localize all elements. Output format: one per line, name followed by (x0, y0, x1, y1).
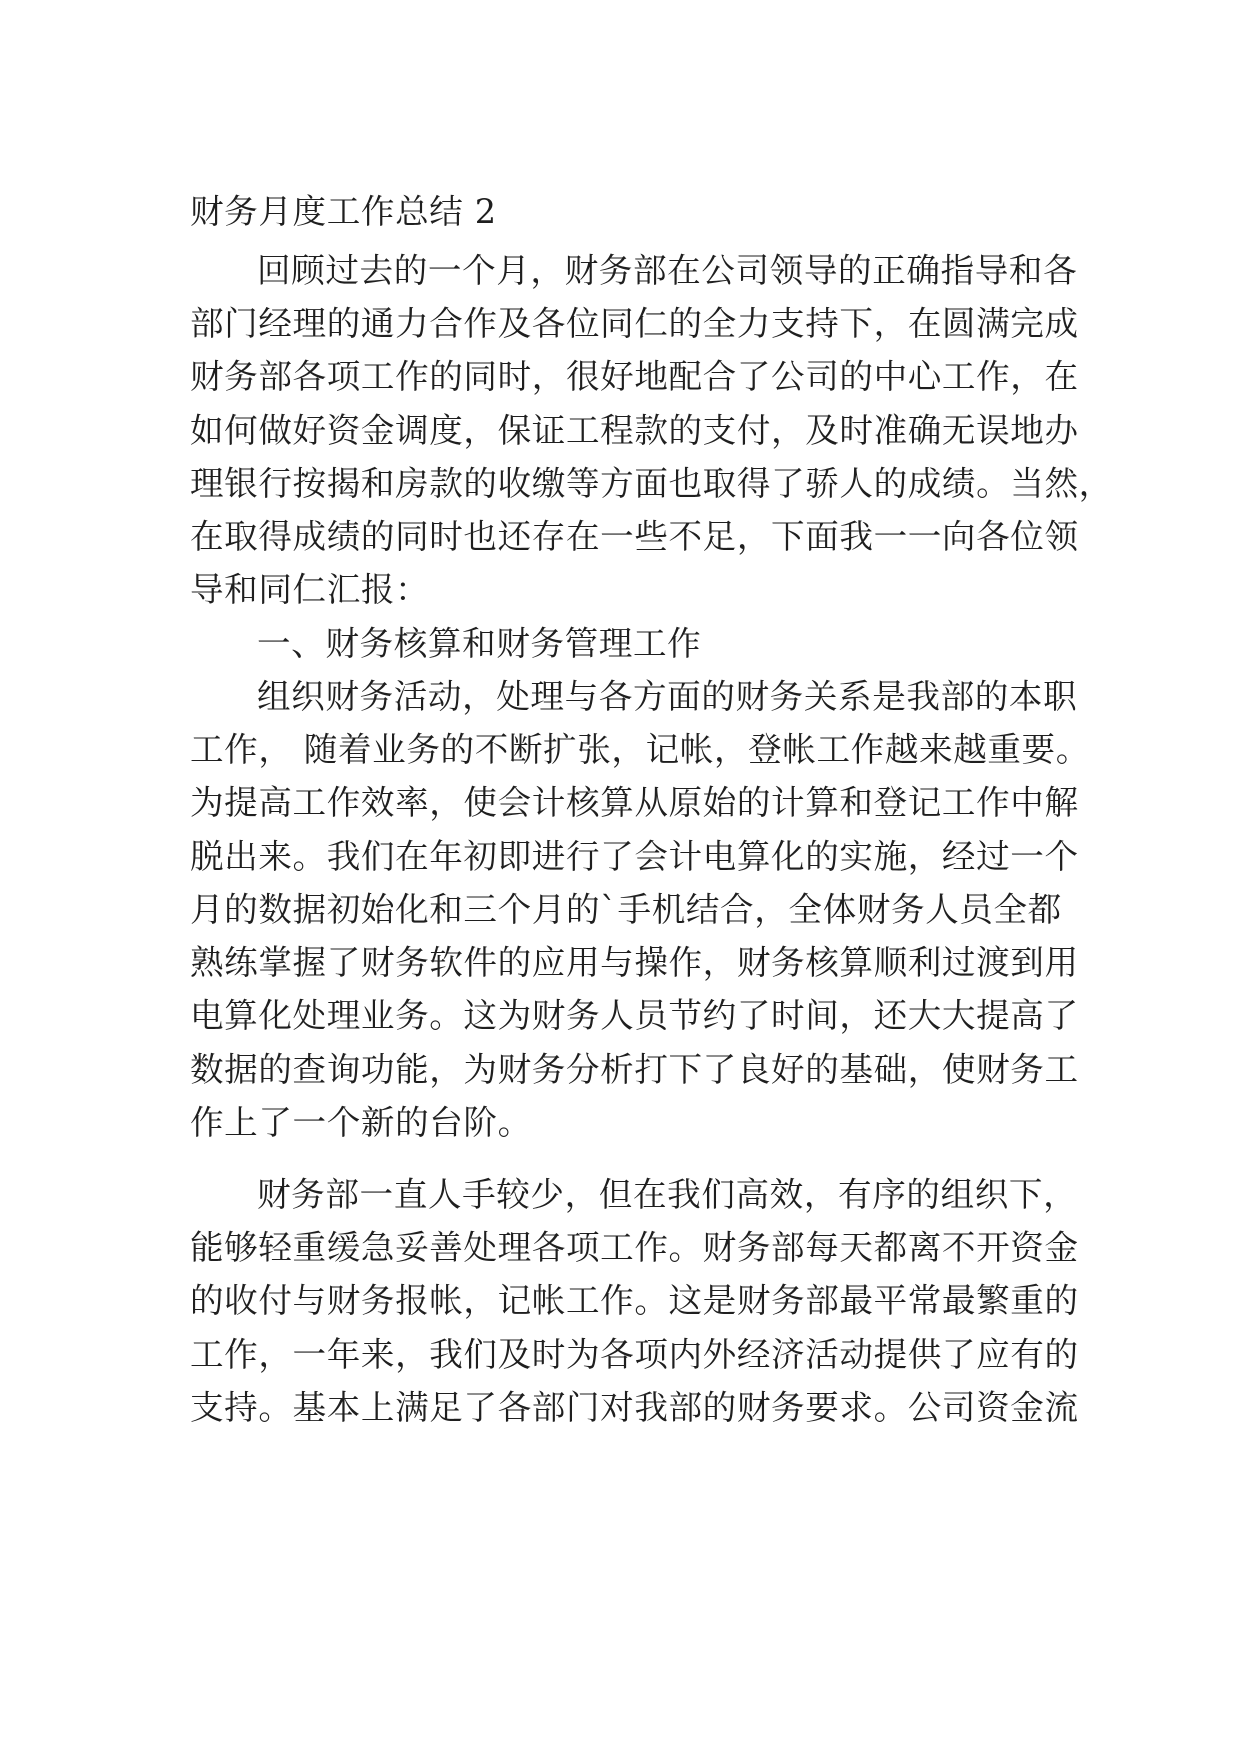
paragraph-line: 能够轻重缓急妥善处理各项工作。财务部每天都离不开资金 (190, 1228, 1079, 1267)
paragraph-line: 理银行按揭和房款的收缴等方面也取得了骄人的成绩。当然， (190, 464, 1113, 503)
paragraph-line: 为提高工作效率，使会计核算从原始的计算和登记工作中解 (190, 783, 1079, 822)
paragraph-line: 如何做好资金调度，保证工程款的支付，及时准确无误地办 (190, 411, 1079, 450)
paragraph-line: 在取得成绩的同时也还存在一些不足，下面我一一向各位领 (190, 517, 1079, 556)
paragraph-line: 工作， 随着业务的不断扩张，记帐，登帐工作越来越重要。 (190, 730, 1090, 769)
paragraph-line: 熟练掌握了财务软件的应用与操作，财务核算顺利过渡到用 (190, 943, 1079, 982)
document-title: 财务月度工作总结 2 (190, 192, 497, 231)
paragraph-line: 月的数据初始化和三个月的`手机结合，全体财务人员全都 (190, 890, 1062, 929)
paragraph-line: 电算化处理业务。这为财务人员节约了时间，还大大提高了 (190, 996, 1079, 1035)
paragraph-line: 支持。基本上满足了各部门对我部的财务要求。公司资金流 (190, 1388, 1079, 1427)
paragraph-line: 导和同仁汇报： (190, 570, 430, 609)
paragraph-line: 部门经理的通力合作及各位同仁的全力支持下，在圆满完成 (190, 304, 1079, 343)
paragraph-line: 数据的查询功能，为财务分析打下了良好的基础，使财务工 (190, 1050, 1079, 1089)
paragraph-line: 作上了一个新的台阶。 (190, 1103, 532, 1142)
section-heading: 一、财务核算和财务管理工作 (257, 624, 702, 663)
paragraph-line: 工作，一年来，我们及时为各项内外经济活动提供了应有的 (190, 1335, 1079, 1374)
paragraph-line: 财务部各项工作的同时，很好地配合了公司的中心工作，在 (190, 357, 1079, 396)
paragraph-line: 财务部一直人手较少，但在我们高效，有序的组织下， (257, 1175, 1078, 1214)
paragraph-line: 回顾过去的一个月，财务部在公司领导的正确指导和各 (257, 251, 1078, 290)
paragraph-line: 脱出来。我们在年初即进行了会计电算化的实施，经过一个 (190, 837, 1079, 876)
paragraph-line: 组织财务活动，处理与各方面的财务关系是我部的本职 (257, 677, 1078, 716)
paragraph-line: 的收付与财务报帐，记帐工作。这是财务部最平常最繁重的 (190, 1281, 1079, 1320)
